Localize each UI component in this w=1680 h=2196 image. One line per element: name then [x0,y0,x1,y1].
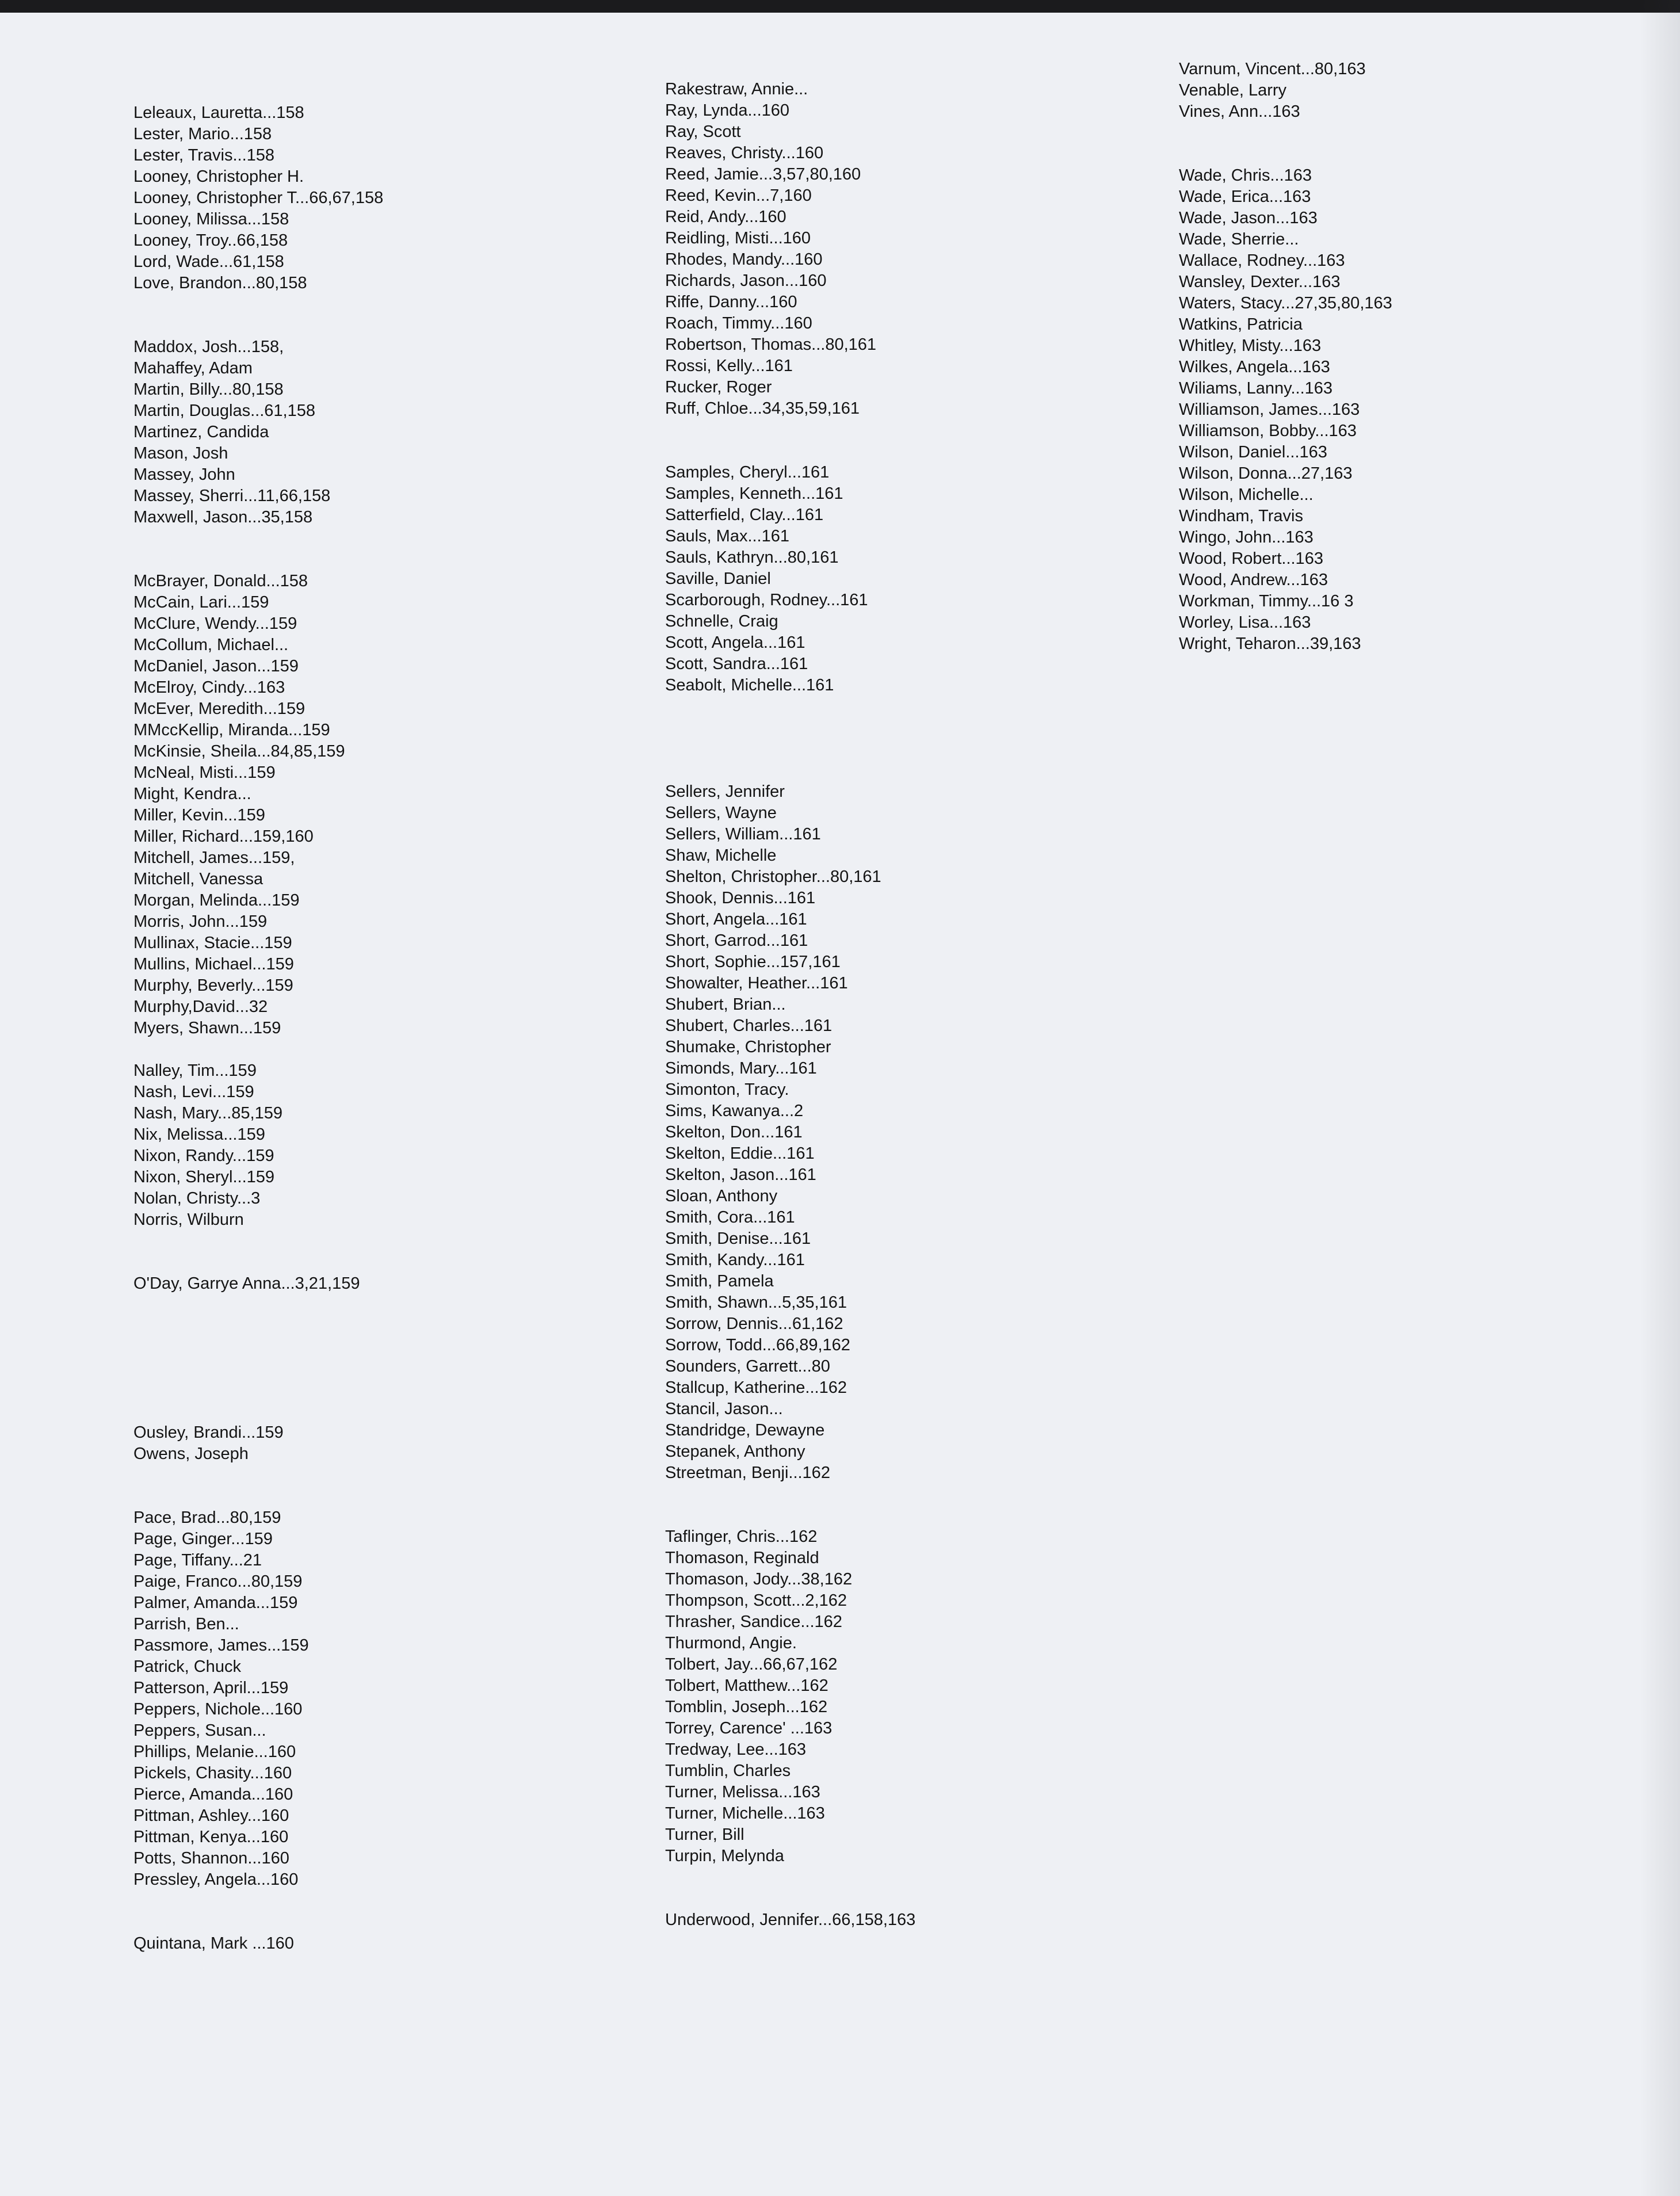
index-column-3 [1179,59,1392,655]
index-entry: Mullins, Michael...159 [133,955,294,973]
index-entry: Martin, Billy...80,158 [133,380,284,399]
index-entry: Parrish, Ben... [133,1615,239,1633]
index-entry: Wilson, Daniel...163 [1179,443,1327,461]
index-entry: Mason, Josh [133,444,228,463]
index-entry: Pace, Brad...80,159 [133,1508,281,1527]
index-spacer [133,1380,383,1401]
index-entry: O'Day, Garrye Anna...3,21,159 [133,1274,360,1293]
index-entry: Looney, Christopher H. [133,167,304,186]
index-entry: Wallace, Rodney...163 [1179,251,1345,270]
index-entry: Sellers, Jennifer [665,782,785,801]
index-entry: Roach, Timmy...160 [665,314,812,333]
index-entry: Shelton, Christopher...80,161 [665,868,881,886]
index-entry: McNeal, Misti...159 [133,763,276,782]
index-entry: Wood, Andrew...163 [1179,571,1328,589]
index-entry: Showalter, Heather...161 [665,974,848,992]
index-entry: Looney, Christopher T...66,67,158 [133,189,384,207]
index-entry: Stallcup, Katherine...162 [665,1378,847,1397]
index-spacer [133,528,383,549]
index-entry: Stepanek, Anthony [665,1442,805,1461]
index-spacer [133,1294,383,1316]
index-entry: Murphy, Beverly...159 [133,976,293,995]
index-entry: Rhodes, Mandy...160 [665,250,823,269]
index-entry: Wilkes, Angela...163 [1179,358,1330,376]
index-spacer [665,419,915,441]
index-entry: Massey, Sherri...11,66,158 [133,487,331,505]
index-entry: Phillips, Melanie...160 [133,1743,296,1761]
index-entry: Ruff, Chloe...34,35,59,161 [665,399,860,418]
index-entry: Turner, Michelle...163 [665,1804,825,1823]
index-spacer [665,1888,915,1909]
index-entry: Waters, Stacy...27,35,80,163 [1179,294,1392,312]
index-entry: Streetman, Benji...162 [665,1464,830,1482]
index-entry: Looney, Troy..66,158 [133,231,288,250]
index-entry: Shook, Dennis...161 [665,889,816,907]
index-entry: Richards, Jason...160 [665,272,827,290]
index-entry: Wright, Teharon...39,163 [1179,635,1361,653]
index-entry: Love, Brandon...80,158 [133,274,307,292]
index-entry: Williamson, James...163 [1179,400,1360,419]
index-entry: Shaw, Michelle [665,846,777,865]
index-spacer [665,717,915,739]
index-entry: Pickels, Chasity...160 [133,1764,292,1782]
index-entry: Skelton, Don...161 [665,1123,803,1141]
index-entry: Short, Angela...161 [665,910,807,929]
index-entry: Myers, Shawn...159 [133,1019,281,1037]
index-entry: Mitchell, Vanessa [133,870,264,888]
index-entry: Tredway, Lee...163 [665,1740,807,1759]
index-entry: Lester, Mario...158 [133,125,272,143]
index-entry: Samples, Cheryl...161 [665,463,830,482]
index-entry: Tomblin, Joseph...162 [665,1698,828,1716]
index-entry: Sauls, Max...161 [665,527,789,545]
index-entry: Paige, Franco...80,159 [133,1572,303,1591]
index-entry: Nalley, Tim...159 [133,1061,257,1080]
index-entry: McBrayer, Donald...158 [133,572,308,590]
index-entry: Nash, Levi...159 [133,1083,254,1101]
index-entry: Wilson, Michelle... [1179,486,1314,504]
index-entry: Turner, Melissa...163 [665,1783,820,1801]
index-entry: Morgan, Melinda...159 [133,891,300,910]
index-entry: Rossi, Kelly...161 [665,357,793,375]
index-spacer [133,1465,383,1486]
index-entry: Watkins, Patricia [1179,315,1303,334]
index-entry: Pierce, Amanda...160 [133,1785,293,1804]
index-entry: McEver, Meredith...159 [133,700,306,718]
index-entry: Massey, John [133,465,235,484]
index-entry: Shubert, Brian... [665,995,786,1014]
index-entry: Sloan, Anthony [665,1187,778,1205]
index-entry: Wilson, Donna...27,163 [1179,464,1353,483]
index-spacer [133,1912,383,1933]
index-entry: Wood, Robert...163 [1179,549,1323,568]
index-entry: Reed, Kevin...7,160 [665,186,812,205]
index-spacer [133,1039,383,1060]
index-entry: Sounders, Garrett...80 [665,1357,830,1376]
index-entry: Scarborough, Rodney...161 [665,591,868,609]
index-entry: Riffe, Danny...160 [665,293,797,311]
index-entry: Wiliams, Lanny...163 [1179,379,1333,398]
top-scan-edge [0,0,1680,13]
index-entry: Rucker, Roger [665,378,772,396]
index-entry: Nolan, Christy...3 [133,1189,261,1208]
index-entry: Short, Sophie...157,161 [665,953,841,971]
index-entry: McKinsie, Sheila...84,85,159 [133,742,345,761]
index-entry: Miller, Richard...159,160 [133,827,314,846]
index-entry: Worley, Lisa...163 [1179,613,1311,632]
index-entry: Maxwell, Jason...35,158 [133,508,313,526]
index-entry: Nixon, Randy...159 [133,1147,274,1165]
index-entry: Torrey, Carence' ...163 [665,1719,833,1737]
index-entry: Simonds, Mary...161 [665,1059,817,1078]
index-entry: Reaves, Christy...160 [665,144,824,162]
index-entry: McCain, Lari...159 [133,593,269,612]
index-entry: Nixon, Sheryl...159 [133,1168,275,1186]
index-spacer [1179,144,1392,165]
index-entry: Page, Tiffany...21 [133,1551,262,1569]
index-entry: Smith, Kandy...161 [665,1251,805,1269]
index-entry: Wade, Sherrie... [1179,230,1299,249]
index-column-2 [665,79,915,1931]
index-entry: Tumblin, Charles [665,1762,791,1780]
index-entry: MMccKellip, Miranda...159 [133,721,330,739]
index-entry: Sims, Kawanya...2 [665,1102,804,1120]
index-entry: Peppers, Susan... [133,1721,266,1740]
index-entry: Rakestraw, Annie... [665,80,808,98]
index-entry: McDaniel, Jason...159 [133,657,299,675]
index-spacer [133,1358,383,1380]
index-entry: Smith, Cora...161 [665,1208,795,1227]
index-entry: Looney, Milissa...158 [133,210,289,228]
index-spacer [133,315,383,337]
index-entry: Sorrow, Dennis...61,162 [665,1315,843,1333]
index-entry: Reed, Jamie...3,57,80,160 [665,165,861,184]
index-entry: Turner, Bill [665,1825,744,1844]
index-entry: Thrasher, Sandice...162 [665,1613,842,1631]
index-spacer [665,1867,915,1888]
index-entry: Reidling, Misti...160 [665,229,811,247]
index-entry: Varnum, Vincent...80,163 [1179,60,1366,78]
index-entry: Martin, Douglas...61,158 [133,402,315,420]
index-spacer [133,1231,383,1252]
index-entry: Whitley, Misty...163 [1179,337,1322,355]
index-spacer [133,1252,383,1273]
index-entry: Wansley, Dexter...163 [1179,273,1341,291]
index-entry: Nash, Mary...85,159 [133,1104,282,1122]
index-entry: Wade, Chris...163 [1179,166,1312,185]
index-entry: Patterson, April...159 [133,1679,289,1697]
index-spacer [133,1486,383,1507]
index-entry: Palmer, Amanda...159 [133,1594,298,1612]
index-entry: Thomason, Jody...38,162 [665,1570,853,1588]
index-spacer [133,1337,383,1358]
index-entry: Passmore, James...159 [133,1636,309,1655]
index-entry: Thompson, Scott...2,162 [665,1591,847,1610]
index-entry: Sorrow, Todd...66,89,162 [665,1336,850,1354]
index-entry: Mahaffey, Adam [133,359,253,377]
index-entry: Robertson, Thomas...80,161 [665,335,877,354]
index-spacer [665,441,915,462]
index-entry: Simonton, Tracy. [665,1080,789,1099]
index-column-1 [133,102,383,1954]
index-entry: Williamson, Bobby...163 [1179,422,1357,440]
index-entry: Nix, Melissa...159 [133,1125,265,1144]
index-entry: Morris, John...159 [133,912,268,931]
index-entry: Patrick, Chuck [133,1657,241,1676]
index-entry: Sellers, William...161 [665,825,821,843]
index-entry: Smith, Denise...161 [665,1229,811,1248]
index-entry: Turpin, Melynda [665,1847,784,1865]
index-entry: Schnelle, Craig [665,612,778,631]
index-entry: Underwood, Jennifer...66,158,163 [665,1911,916,1929]
index-entry: Page, Ginger...159 [133,1530,273,1548]
index-entry: Short, Garrod...161 [665,931,808,950]
index-entry: McCollum, Michael... [133,636,289,654]
index-entry: Sellers, Wayne [665,804,777,822]
index-entry: Potts, Shannon...160 [133,1849,289,1867]
index-entry: Pittman, Kenya...160 [133,1828,289,1846]
index-entry: Shumake, Christopher [665,1038,831,1056]
index-entry: Skelton, Jason...161 [665,1166,816,1184]
index-entry: Mullinax, Stacie...159 [133,934,292,952]
index-spacer [133,294,383,315]
index-entry: Lester, Travis...158 [133,146,275,165]
index-spacer [665,760,915,781]
index-entry: Lord, Wade...61,158 [133,253,284,271]
index-entry: Wade, Erica...163 [1179,188,1311,206]
index-entry: Seabolt, Michelle...161 [665,676,834,694]
index-spacer [665,739,915,760]
index-entry: Maddox, Josh...158, [133,338,284,356]
index-entry: Owens, Joseph [133,1445,249,1463]
index-entry: Mitchell, James...159, [133,849,295,867]
index-entry: Windham, Travis [1179,507,1303,525]
index-entry: Ousley, Brandi...159 [133,1423,284,1442]
index-spacer [665,696,915,717]
index-entry: Venable, Larry [1179,81,1287,100]
index-spacer [1179,123,1392,144]
index-entry: Miller, Kevin...159 [133,806,265,824]
index-entry: Tolbert, Matthew...162 [665,1676,828,1695]
index-spacer [133,1316,383,1337]
index-entry: McElroy, Cindy...163 [133,678,285,697]
index-entry: Might, Kendra... [133,785,251,803]
index-entry: Smith, Shawn...5,35,161 [665,1293,847,1312]
index-entry: Scott, Sandra...161 [665,655,808,673]
index-spacer [133,1401,383,1422]
index-entry: Peppers, Nichole...160 [133,1700,303,1718]
index-entry: Norris, Wilburn [133,1210,244,1229]
index-spacer [665,1505,915,1526]
index-entry: Smith, Pamela [665,1272,774,1290]
index-entry: Shubert, Charles...161 [665,1017,833,1035]
index-entry: Samples, Kenneth...161 [665,484,843,503]
index-entry: Scott, Angela...161 [665,633,805,652]
index-entry: Wingo, John...163 [1179,528,1314,547]
index-entry: Quintana, Mark ...160 [133,1934,294,1953]
index-entry: Taflinger, Chris...162 [665,1527,818,1546]
index-entry: McClure, Wendy...159 [133,614,297,633]
index-spacer [665,1484,915,1505]
index-entry: Murphy,David...32 [133,998,268,1016]
index-entry: Ray, Lynda...160 [665,101,790,120]
index-entry: Leleaux, Lauretta...158 [133,104,304,122]
index-entry: Pressley, Angela...160 [133,1870,299,1889]
index-entry: Standridge, Dewayne [665,1421,825,1439]
index-entry: Skelton, Eddie...161 [665,1144,815,1163]
index-entry: Ray, Scott [665,123,741,141]
index-entry: Satterfield, Clay...161 [665,506,824,524]
index-spacer [133,549,383,571]
index-entry: Stancil, Jason... [665,1400,783,1418]
index-entry: Wade, Jason...163 [1179,209,1318,227]
index-entry: Thurmond, Angie. [665,1634,797,1652]
index-entry: Workman, Timmy...16 3 [1179,592,1354,610]
index-entry: Martinez, Candida [133,423,269,441]
index-entry: Vines, Ann...163 [1179,102,1300,121]
index-entry: Pittman, Ashley...160 [133,1807,289,1825]
index-entry: Thomason, Reginald [665,1549,819,1567]
right-scan-shadow [1640,0,1680,2196]
index-entry: Sauls, Kathryn...80,161 [665,548,839,567]
index-entry: Reid, Andy...160 [665,208,786,226]
index-entry: Tolbert, Jay...66,67,162 [665,1655,838,1674]
index-spacer [133,1891,383,1912]
index-entry: Saville, Daniel [665,570,771,588]
